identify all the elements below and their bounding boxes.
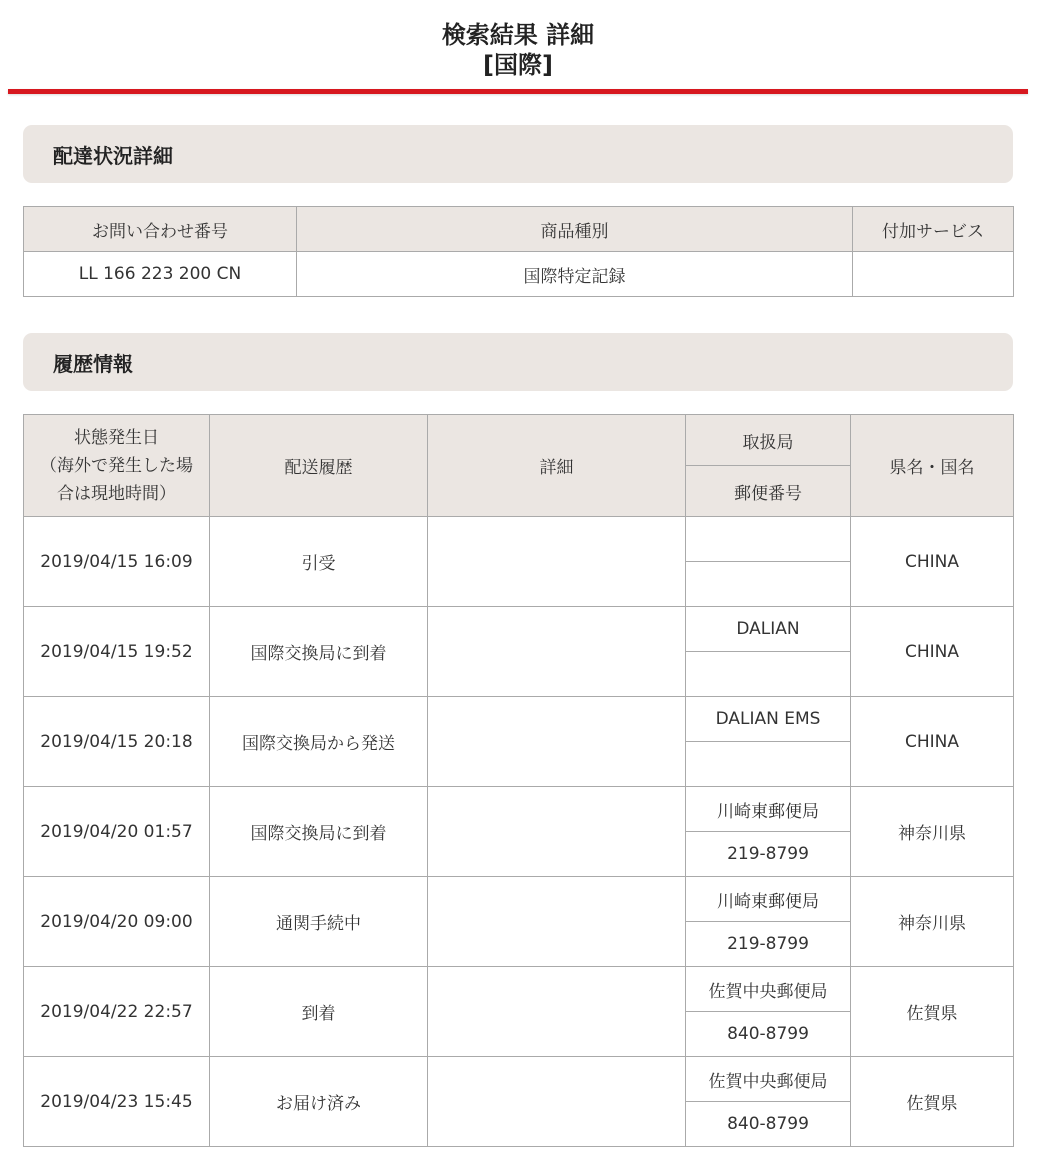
- section-heading-delivery-status: [23, 125, 1013, 183]
- page-title: [0, 20, 1036, 80]
- history-postal-code: [686, 562, 851, 607]
- history-postal-code: 840-8799: [686, 1102, 851, 1147]
- history-date: 2019/04/15 16:09: [24, 517, 210, 607]
- history-office: [686, 517, 851, 562]
- header-region: 県名・国名: [851, 415, 1014, 517]
- history-details: [428, 787, 686, 877]
- history-details: [428, 877, 686, 967]
- history-details: [428, 1057, 686, 1147]
- history-event: 国際交換局に到着: [210, 787, 428, 877]
- history-date: 2019/04/15 20:18: [24, 697, 210, 787]
- header-date-line2: （海外で発生した場: [40, 455, 193, 476]
- header-date-line3: 合は現地時間）: [57, 483, 176, 504]
- header-postal-code: 郵便番号: [686, 466, 851, 517]
- table-row: [24, 1057, 1014, 1102]
- delivery-status-table: [23, 206, 1014, 297]
- history-details: [428, 697, 686, 787]
- history-date: 2019/04/23 15:45: [24, 1057, 210, 1147]
- header-details: 詳細: [428, 415, 686, 517]
- history-postal-code: [686, 742, 851, 787]
- history-date: 2019/04/20 09:00: [24, 877, 210, 967]
- history-region: CHINA: [851, 517, 1014, 607]
- history-table: [23, 414, 1014, 1147]
- section-heading-label: 履歴情報: [53, 351, 133, 376]
- product-type: 国際特定記録: [297, 252, 853, 297]
- history-postal-code: 840-8799: [686, 1012, 851, 1057]
- history-region: 佐賀県: [851, 1057, 1014, 1147]
- header-additional-service: 付加サービス: [853, 207, 1014, 252]
- history-event: 到着: [210, 967, 428, 1057]
- title-divider: [8, 89, 1028, 94]
- history-region: 神奈川県: [851, 787, 1014, 877]
- history-office: 佐賀中央郵便局: [686, 1057, 851, 1102]
- history-details: [428, 607, 686, 697]
- history-office: 川崎東郵便局: [686, 787, 851, 832]
- table-row: [24, 967, 1014, 1012]
- history-office: 川崎東郵便局: [686, 877, 851, 922]
- table-header-row: [24, 415, 1014, 466]
- history-postal-code: 219-8799: [686, 832, 851, 877]
- history-postal-code: 219-8799: [686, 922, 851, 967]
- history-date: 2019/04/20 01:57: [24, 787, 210, 877]
- page-title-line2: [国際]: [483, 51, 553, 79]
- history-date: 2019/04/22 22:57: [24, 967, 210, 1057]
- history-event: 国際交換局に到着: [210, 607, 428, 697]
- table-row: [24, 252, 1014, 297]
- section-heading-history: [23, 333, 1013, 391]
- additional-service: [853, 252, 1014, 297]
- history-office: DALIAN EMS: [686, 697, 851, 742]
- history-office: 佐賀中央郵便局: [686, 967, 851, 1012]
- history-details: [428, 517, 686, 607]
- tracking-number: LL 166 223 200 CN: [24, 252, 297, 297]
- history-region: 佐賀県: [851, 967, 1014, 1057]
- table-header-row: [24, 207, 1014, 252]
- table-row: [24, 877, 1014, 922]
- history-region: 神奈川県: [851, 877, 1014, 967]
- header-product-type: 商品種別: [297, 207, 853, 252]
- history-region: CHINA: [851, 697, 1014, 787]
- header-tracking-number: お問い合わせ番号: [24, 207, 297, 252]
- table-row: [24, 517, 1014, 562]
- history-event: 通関手続中: [210, 877, 428, 967]
- page-title-line1: 検索結果 詳細: [441, 21, 595, 49]
- history-date: 2019/04/15 19:52: [24, 607, 210, 697]
- history-postal-code: [686, 652, 851, 697]
- history-office: DALIAN: [686, 607, 851, 652]
- header-event: 配送履歴: [210, 415, 428, 517]
- history-event: お届け済み: [210, 1057, 428, 1147]
- header-date: [24, 415, 210, 517]
- table-row: [24, 787, 1014, 832]
- table-row: [24, 607, 1014, 652]
- header-office: 取扱局: [686, 415, 851, 466]
- section-heading-label: 配達状況詳細: [53, 143, 173, 168]
- history-event: 引受: [210, 517, 428, 607]
- history-rows: [24, 517, 1014, 1147]
- history-event: 国際交換局から発送: [210, 697, 428, 787]
- history-details: [428, 967, 686, 1057]
- header-date-line1: 状態発生日: [74, 427, 159, 448]
- history-region: CHINA: [851, 607, 1014, 697]
- table-row: [24, 697, 1014, 742]
